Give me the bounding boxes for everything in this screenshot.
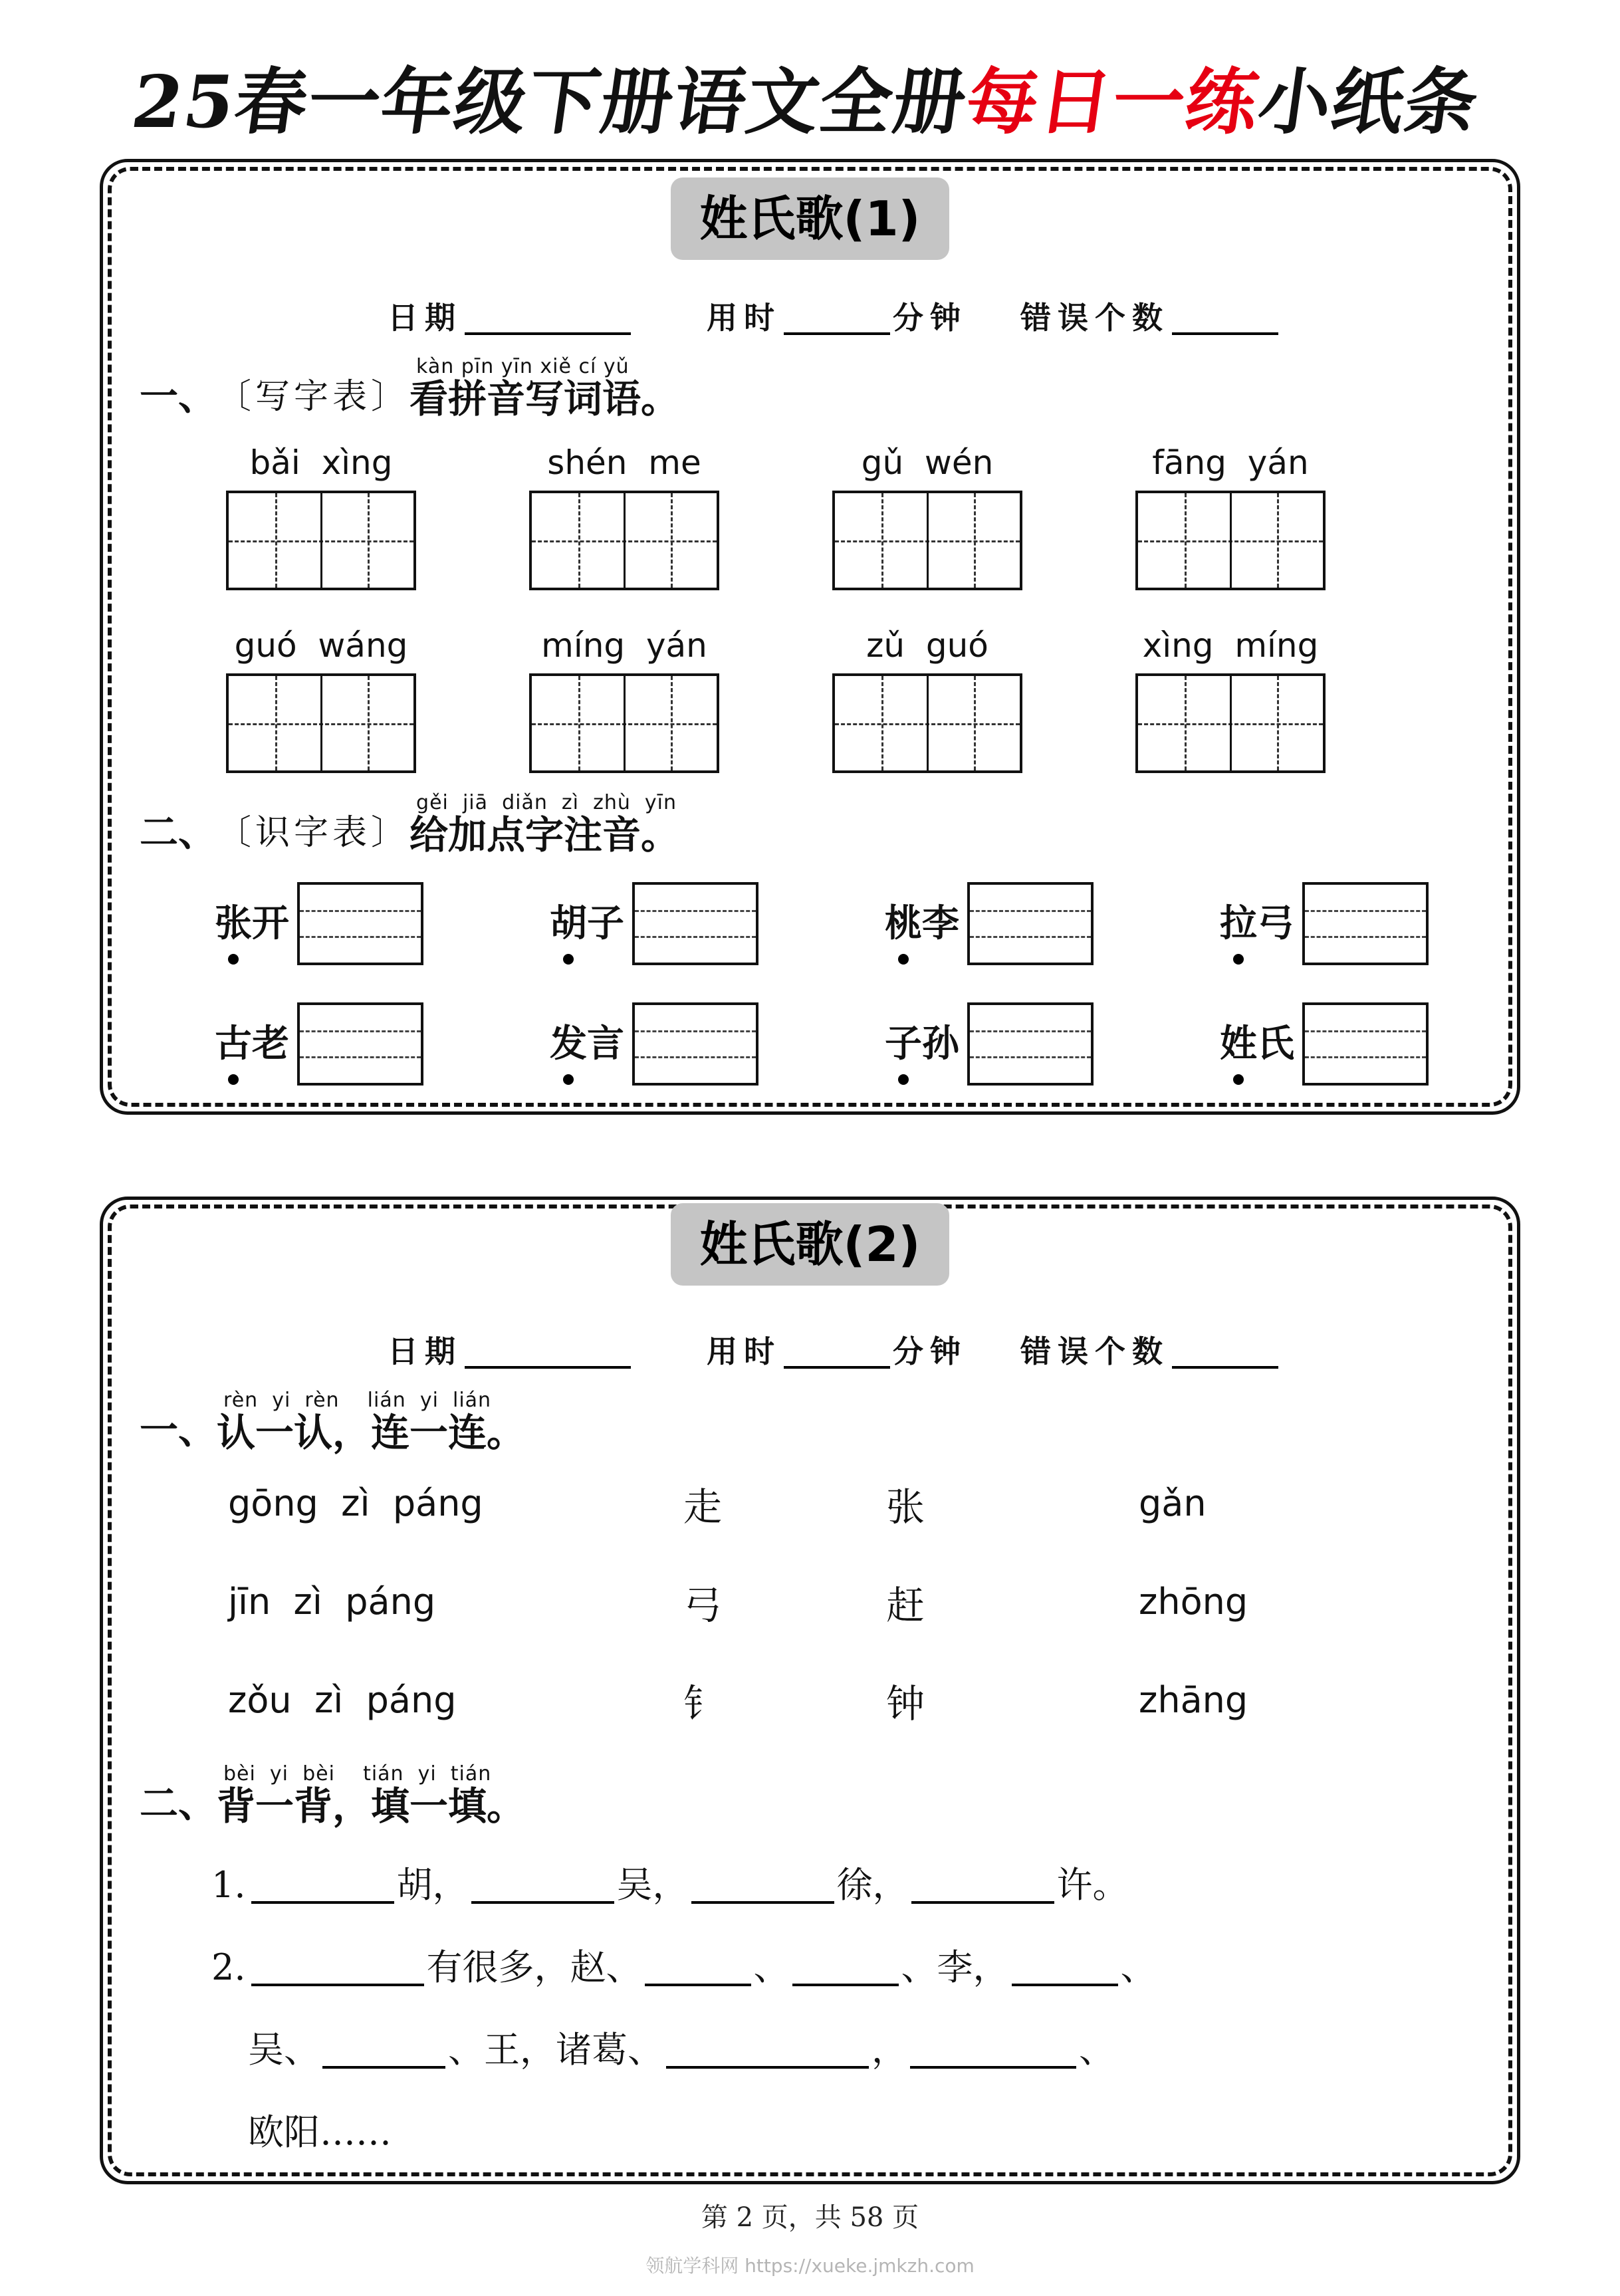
dot-marker [1233, 954, 1244, 965]
word-column [529, 628, 719, 773]
annotate-word [550, 901, 624, 946]
pinyin-word: fāng yán [1152, 443, 1309, 482]
char: 言 [587, 1022, 624, 1066]
word-column [226, 445, 416, 590]
hanzi-char: 张 [886, 1484, 925, 1530]
matching-row [228, 1476, 1508, 1532]
annotate-item [215, 882, 423, 965]
radical-char: 弓 [683, 1582, 723, 1628]
annotate-word [885, 901, 959, 946]
writing-grid [1135, 491, 1326, 590]
ws2-section2-heading [140, 1762, 1508, 1829]
grid-line [300, 1056, 421, 1058]
dot-marker [228, 1074, 239, 1085]
char: 开 [252, 901, 289, 946]
grid-line [970, 1056, 1091, 1058]
writing-grid [226, 491, 416, 590]
worksheet-card-2 [100, 1197, 1520, 2184]
pinyin-word: bǎi xìng [249, 443, 393, 482]
fill-blank [666, 2061, 869, 2069]
dotted-char [885, 901, 922, 946]
worksheet1-title-badge: 姓氏歌(1) [671, 177, 950, 260]
annotate-item [1220, 882, 1429, 965]
grid-line [300, 910, 421, 912]
item-number: 2. [211, 1946, 246, 1988]
annotate-row [215, 882, 1508, 965]
fill-text: 、 [1079, 2028, 1115, 2071]
section-number: 二、 [140, 1780, 217, 1826]
dot-marker [563, 1074, 574, 1085]
ws1-section1-heading [140, 354, 1508, 421]
time-blank [784, 327, 890, 335]
fill-text: 、李， [901, 1946, 1009, 1988]
matching-exercise [228, 1476, 1508, 1728]
fill-text: 胡， [396, 1863, 469, 1906]
annotate-word [550, 1022, 624, 1066]
grid-line [1305, 910, 1426, 912]
fill-blank [471, 1896, 614, 1904]
page-title [0, 0, 1620, 142]
grid-line [1305, 1030, 1426, 1032]
section-title: 给加点字注音。 [409, 812, 680, 858]
hanzi-char: 钟 [886, 1680, 925, 1726]
char: 拉 [1220, 901, 1257, 946]
worksheet2-badge-row [112, 1203, 1508, 1286]
date-blank [465, 327, 631, 335]
fill-text: 欧阳…… [248, 2111, 392, 2153]
char: 胡 [550, 901, 587, 946]
char: 子 [885, 1022, 922, 1066]
fill-text: 、王，诸葛、 [448, 2028, 663, 2071]
grid-line [635, 936, 756, 938]
annotate-word [885, 1022, 959, 1066]
dotted-char [885, 1022, 922, 1066]
worksheet2-title-badge: 姓氏歌(2) [671, 1203, 950, 1286]
watermark: 领航学科网 https://xueke.jmkzh.com [645, 2254, 975, 2277]
radical-char: 走 [683, 1484, 723, 1530]
dotted-char [215, 1022, 252, 1066]
dotted-char [1220, 901, 1257, 946]
fill-line-2b [248, 2027, 1508, 2073]
pinyin-box [1302, 1002, 1429, 1086]
writing-grid [1135, 673, 1326, 773]
page-number: 第 2 页，共 58 页 [701, 2202, 919, 2233]
grid-line [927, 676, 929, 770]
section-number: 一、 [140, 373, 217, 419]
annotate-word [1220, 901, 1294, 946]
grid-line [1230, 676, 1232, 770]
annotate-item [215, 1002, 423, 1086]
pinyin-box [632, 1002, 758, 1086]
fill-blank [322, 2061, 445, 2069]
time-label: 用时 [707, 299, 781, 336]
grid-line [927, 493, 929, 588]
minutes-label: 分钟 [893, 299, 967, 336]
section-tag: 〔写字表〕 [217, 376, 410, 417]
hanzi-char: 赶 [886, 1582, 925, 1628]
dot-marker [898, 954, 909, 965]
section-pinyin: gěi jiā diǎn zì zhù yīn [416, 790, 677, 814]
fill-blank [251, 1978, 424, 1986]
syllable-pinyin: zhāng [1139, 1679, 1248, 1722]
ws2-section1-heading [140, 1388, 1508, 1455]
fill-blank [911, 1896, 1054, 1904]
dotted-char [1220, 1022, 1257, 1066]
word-column [226, 628, 416, 773]
grid-line [635, 1056, 756, 1058]
pinyin-word-row [226, 445, 1508, 590]
minutes-label: 分钟 [893, 1333, 967, 1369]
fill-blank [1012, 1978, 1118, 1986]
section-number: 一、 [140, 1407, 217, 1452]
radical-name-pinyin: jīn zì páng [228, 1581, 436, 1623]
dotted-char [215, 901, 252, 946]
char: 桃 [885, 901, 922, 946]
section-pinyin: kàn pīn yīn xiě cí yǔ [416, 354, 630, 378]
section-title: 背一背，填一填。 [217, 1783, 526, 1829]
pinyin-box [967, 1002, 1094, 1086]
word-column [832, 445, 1022, 590]
fill-text: ， [871, 2028, 907, 2071]
grid-line [970, 910, 1091, 912]
errors-label: 错误个数 [1020, 1333, 1169, 1369]
grid-line [635, 1030, 756, 1032]
char: 姓 [1220, 1022, 1257, 1066]
pinyin-word: gǔ wén [861, 443, 994, 482]
pinyin-box [297, 1002, 423, 1086]
pinyin-word: shén me [547, 443, 701, 482]
dotted-char [550, 901, 587, 946]
char: 李 [922, 901, 959, 946]
fill-line-1 [211, 1863, 1508, 1908]
pinyin-box [967, 882, 1094, 965]
ws1-section2-heading [140, 790, 1508, 858]
fill-text: 有很多，赵、 [426, 1946, 642, 1988]
matching-row [228, 1672, 1508, 1728]
grid-line [624, 493, 626, 588]
word-column [529, 445, 719, 590]
date-blank [465, 1361, 631, 1369]
section-title-with-pinyin [409, 354, 680, 421]
annotate-row [215, 1002, 1508, 1086]
char: 发 [550, 1022, 587, 1066]
item-number: 1. [211, 1863, 246, 1906]
page-title-red: 每日一练 [961, 60, 1265, 144]
pinyin-word: xìng míng [1142, 626, 1319, 665]
char: 子 [587, 901, 624, 946]
writing-grid [832, 491, 1022, 590]
fill-blank [792, 1978, 899, 1986]
annotate-word [215, 1022, 289, 1066]
writing-grid [832, 673, 1022, 773]
worksheet1-badge-row [112, 177, 1508, 260]
annotate-item [550, 1002, 758, 1086]
fill-text: 许。 [1056, 1863, 1129, 1906]
fill-blank [691, 1896, 834, 1904]
writing-grid [226, 673, 416, 773]
fill-blank [251, 1896, 394, 1904]
fill-blank [910, 2061, 1076, 2069]
section-tag: 〔识字表〕 [217, 812, 410, 853]
writing-grid [529, 491, 719, 590]
writing-grid [529, 673, 719, 773]
pinyin-box [297, 882, 423, 965]
char: 张 [215, 901, 252, 946]
pinyin-word-row [226, 628, 1508, 773]
fill-text: 徐， [836, 1863, 909, 1906]
page-title-black: 25春一年级下册语文全册 [126, 60, 973, 144]
grid-line [1230, 493, 1232, 588]
errors-blank [1172, 327, 1278, 335]
pinyin-word: guó wáng [234, 626, 408, 665]
matching-row [228, 1574, 1508, 1630]
annotate-item [885, 1002, 1094, 1086]
fill-blank [645, 1978, 751, 1986]
section-title-with-pinyin [217, 1762, 526, 1829]
char: 古 [215, 1022, 252, 1066]
dot-marker [228, 954, 239, 965]
grid-line [300, 936, 421, 938]
worksheet2-meta-row [388, 1332, 1508, 1371]
time-blank [784, 1361, 890, 1369]
fill-text: 、 [1120, 1946, 1157, 1988]
fill-text: 吴， [616, 1863, 689, 1906]
grid-line [970, 936, 1091, 938]
fill-text: 、 [753, 1946, 790, 1988]
syllable-pinyin: gǎn [1139, 1482, 1207, 1525]
section-title: 认一认，连一连。 [217, 1409, 526, 1455]
errors-blank [1172, 1361, 1278, 1369]
section-pinyin: bèi yi bèi tián yi tián [223, 1762, 492, 1785]
section-pinyin: rèn yi rèn lián yi lián [223, 1388, 492, 1412]
grid-line [624, 676, 626, 770]
pinyin-box [1302, 882, 1429, 965]
grid-line [320, 676, 322, 770]
pinyin-word: zǔ guó [866, 626, 988, 665]
word-column [1135, 445, 1326, 590]
time-label: 用时 [707, 1333, 781, 1369]
worksheet-card-1 [100, 159, 1520, 1115]
annotate-word [215, 901, 289, 946]
grid-line [635, 910, 756, 912]
syllable-pinyin: zhōng [1139, 1581, 1248, 1623]
fill-line-2a [211, 1945, 1508, 1990]
grid-line [300, 1030, 421, 1032]
worksheet1-meta-row [388, 298, 1508, 337]
section-number: 二、 [140, 809, 217, 855]
section-title: 看拼音写词语。 [409, 376, 680, 421]
char: 弓 [1257, 901, 1294, 946]
dot-marker [898, 1074, 909, 1085]
annotate-word [1220, 1022, 1294, 1066]
word-column [832, 628, 1022, 773]
fill-text: 吴、 [248, 2028, 320, 2071]
char: 老 [252, 1022, 289, 1066]
radical-name-pinyin: gōng zì páng [228, 1482, 483, 1525]
page-title-tail: 小纸条 [1253, 60, 1484, 144]
annotate-item [1220, 1002, 1429, 1086]
pinyin-box [632, 882, 758, 965]
section-title-with-pinyin [217, 1388, 526, 1455]
annotate-item [885, 882, 1094, 965]
date-label: 日期 [388, 1333, 462, 1369]
char: 氏 [1257, 1022, 1294, 1066]
errors-label: 错误个数 [1020, 299, 1169, 336]
radical-name-pinyin: zǒu zì páng [228, 1679, 457, 1722]
dot-marker [1233, 1074, 1244, 1085]
grid-line [320, 493, 322, 588]
radical-char: 钅 [683, 1680, 723, 1726]
grid-line [970, 1030, 1091, 1032]
dot-marker [563, 954, 574, 965]
fill-line-2c [248, 2110, 1508, 2155]
grid-line [1305, 1056, 1426, 1058]
annotate-item [550, 882, 758, 965]
char: 孙 [922, 1022, 959, 1066]
grid-line [1305, 936, 1426, 938]
section-title-with-pinyin [409, 790, 680, 858]
date-label: 日期 [388, 299, 462, 336]
pinyin-word: míng yán [541, 626, 707, 665]
dotted-char [550, 1022, 587, 1066]
word-column [1135, 628, 1326, 773]
